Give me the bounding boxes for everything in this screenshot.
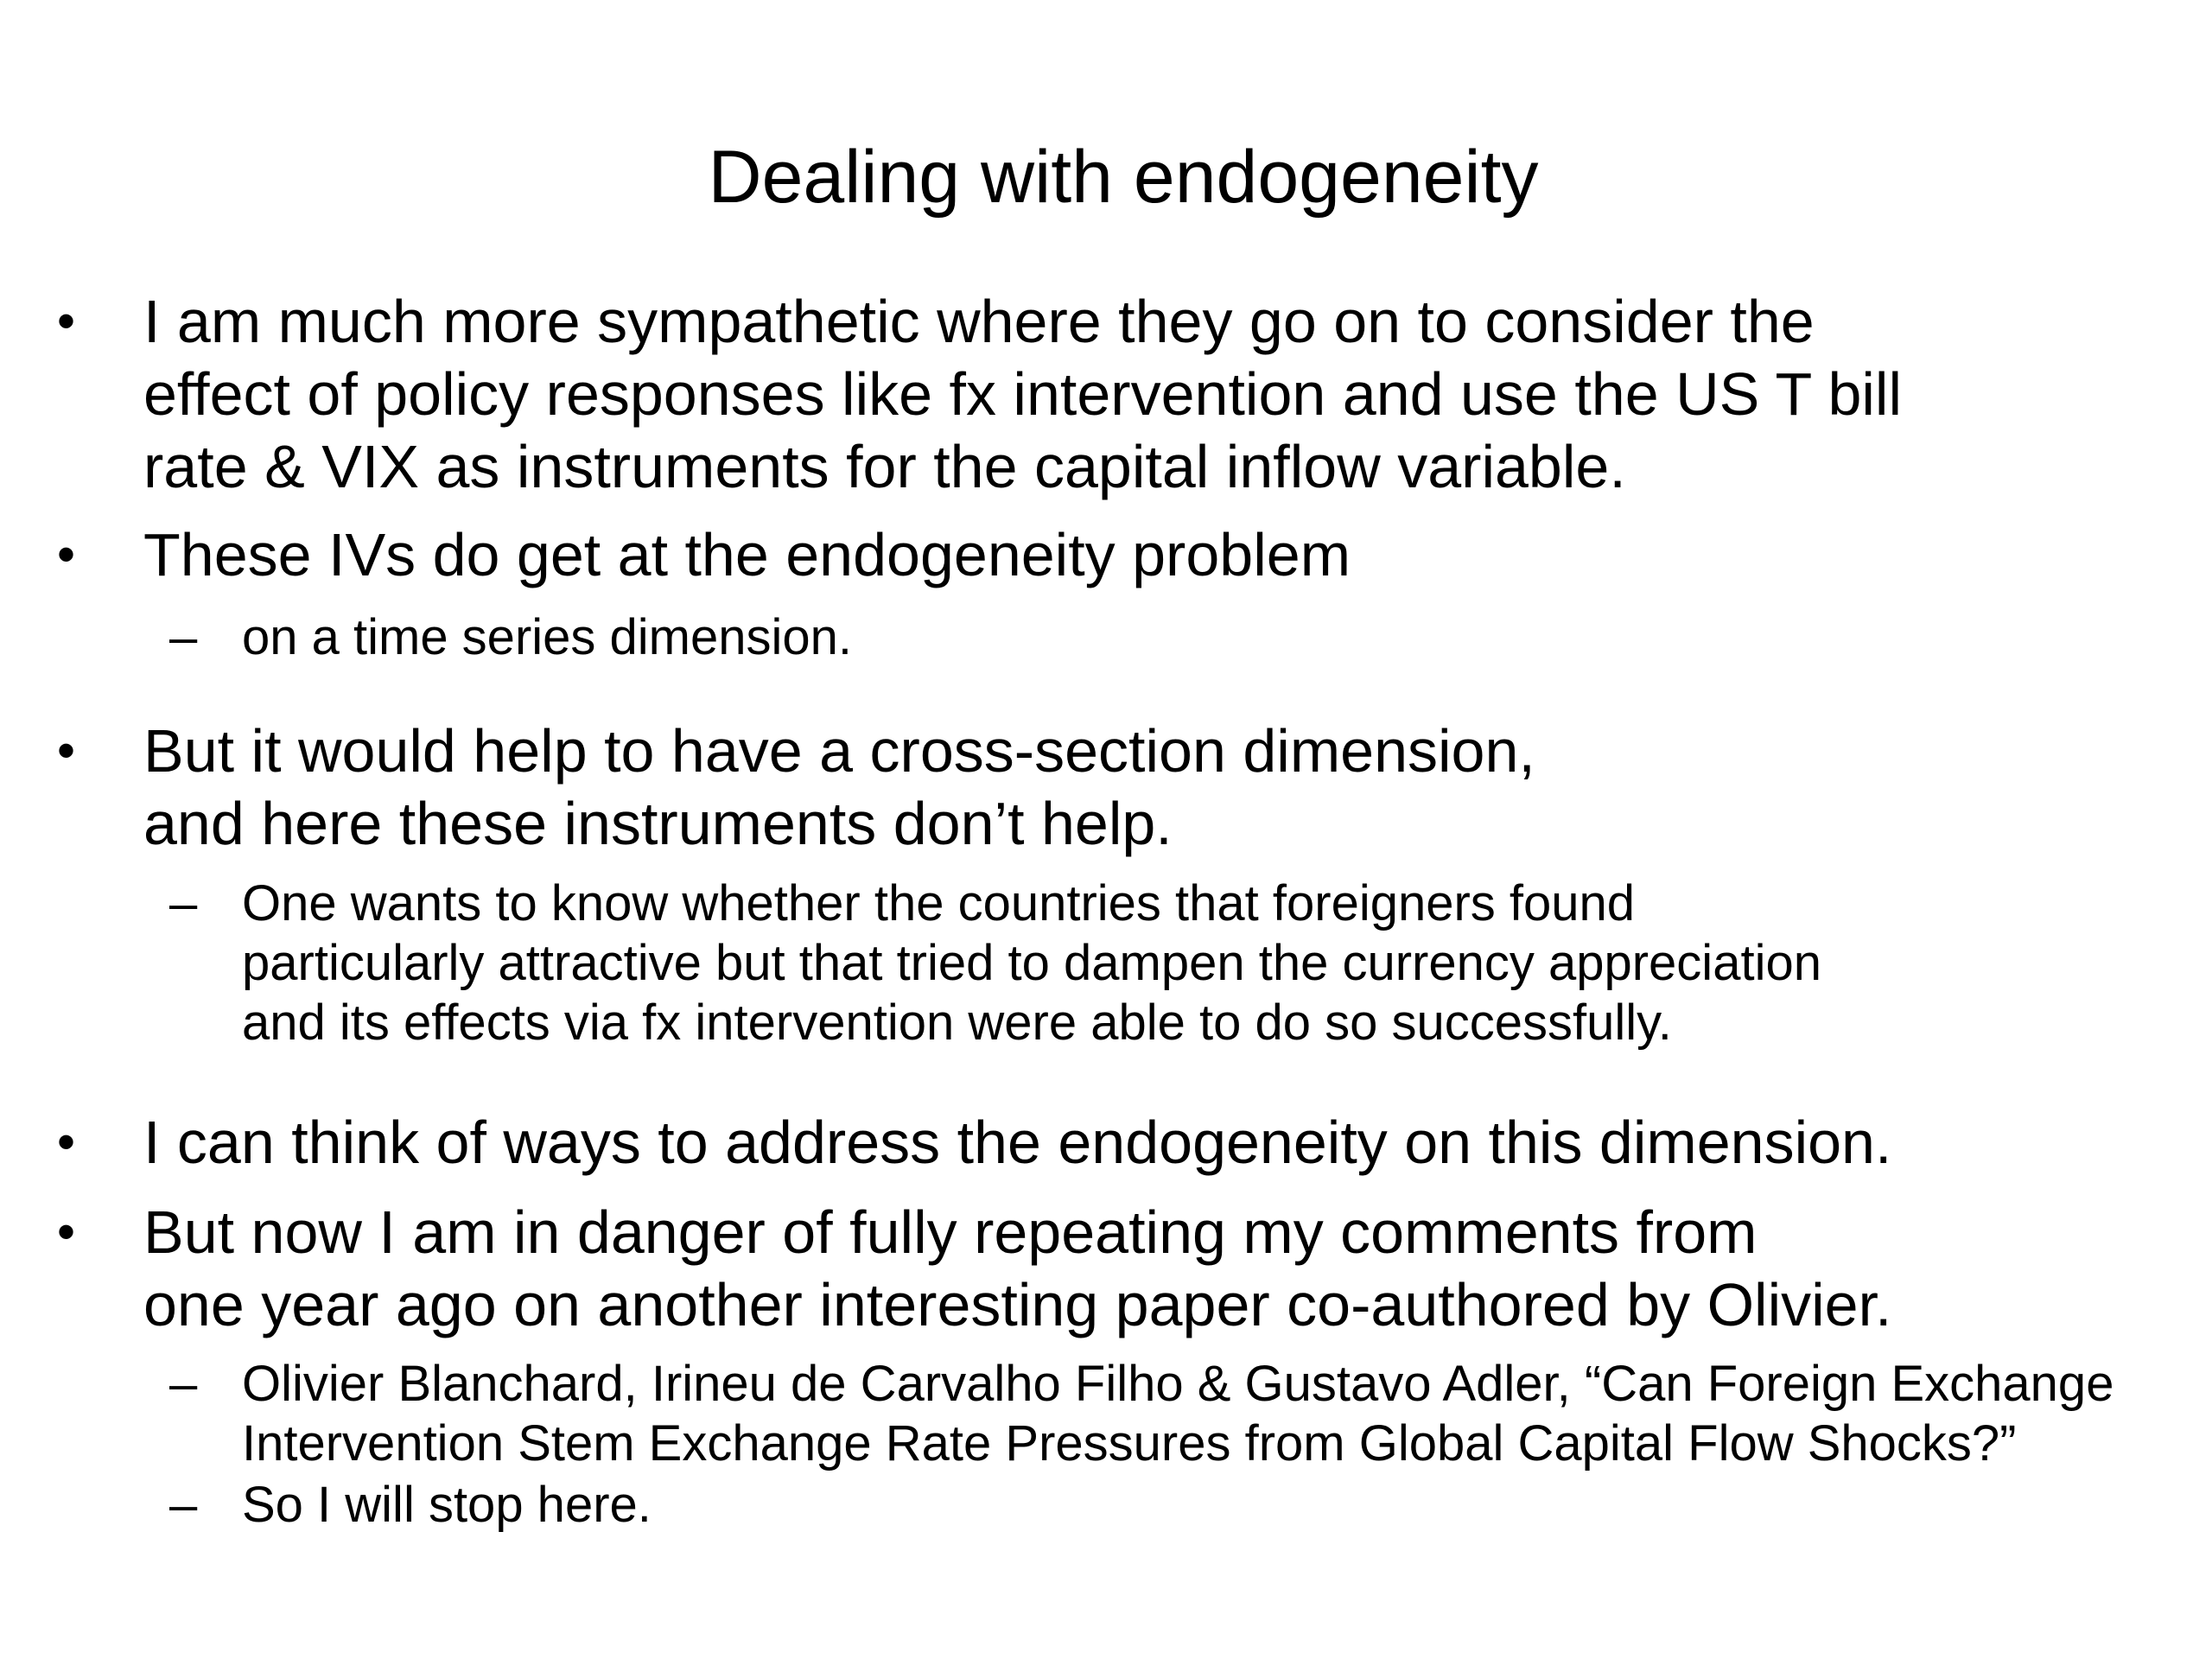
bullet-marker: • xyxy=(57,1203,76,1261)
sub-bullet-text-line: Olivier Blanchard, Irineu de Carvalho Filho & Gustavo Adler, “Can Foreign Exchange xyxy=(242,1356,2114,1412)
bullet-text-line: But it would help to have a cross-section dimension, xyxy=(143,717,1535,785)
sub-bullet-text-line: and its effects via fx intervention were able to do so successfully. xyxy=(242,995,1672,1051)
bullet-item xyxy=(57,1196,1892,1341)
bullet-marker: • xyxy=(57,525,76,583)
bullet-text-line: But now I am in danger of fully repeating my comments from xyxy=(143,1198,1758,1266)
bullet-item xyxy=(57,1106,1892,1179)
bullet-item xyxy=(57,715,1535,860)
sub-bullet-text-line: One wants to know whether the countries that foreigners found xyxy=(242,875,1636,931)
bullet-text-line: and here these instruments don’t help. xyxy=(143,790,1173,857)
slide-title: Dealing with endogeneity xyxy=(708,136,1539,219)
sub-bullet-text-line: So I will stop here. xyxy=(242,1477,652,1533)
bullet-text-line: I can think of ways to address the endogeneity on this dimension. xyxy=(143,1109,1892,1176)
bullet-marker: • xyxy=(57,292,76,350)
bullet-text-line: I am much more sympathetic where they go on to consider the xyxy=(143,288,1815,355)
bullet-text-line: rate & VIX as instruments for the capital inflow variable. xyxy=(143,433,1626,500)
bullet-item xyxy=(57,518,1351,591)
sub-bullet-item xyxy=(169,607,852,667)
dash-marker: – xyxy=(169,1356,198,1412)
sub-bullet-item xyxy=(169,874,1821,1052)
sub-bullet-text-line: particularly attractive but that tried to dampen the currency appreciation xyxy=(242,935,1821,991)
bullet-text-line: one year ago on another interesting paper co-authored by Olivier. xyxy=(143,1271,1892,1338)
bullet-marker: • xyxy=(57,721,76,779)
sub-bullet-item xyxy=(169,1475,652,1535)
sub-bullet-text-line: Intervention Stem Exchange Rate Pressures from Global Capital Flow Shocks?” xyxy=(242,1415,2017,1471)
bullet-text-line: These IVs do get at the endogeneity problem xyxy=(143,521,1351,588)
bullet-item xyxy=(57,285,1903,503)
sub-bullet-item xyxy=(169,1354,2114,1473)
dash-marker: – xyxy=(169,875,198,931)
dash-marker: – xyxy=(169,1477,198,1533)
bullet-text-line: effect of policy responses like fx intervention and use the US T bill xyxy=(143,360,1903,428)
dash-marker: – xyxy=(169,609,198,665)
sub-bullet-text-line: on a time series dimension. xyxy=(242,609,852,665)
bullet-marker: • xyxy=(57,1113,76,1171)
